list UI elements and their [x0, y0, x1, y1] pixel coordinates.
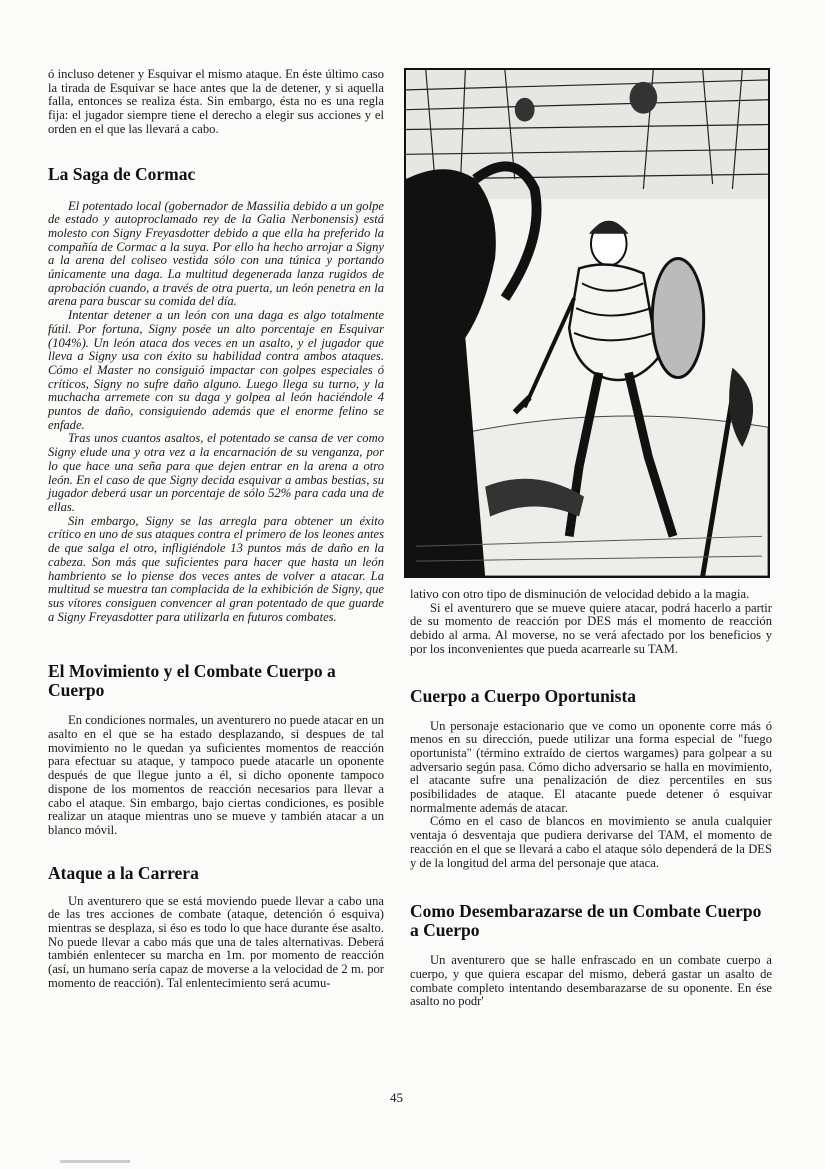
- run-attack-paragraph: Un aventurero que se está moviendo puede llevar a cabo una de las tres acciones de combate (ataque, detención ó esquiva) mientras se desplaza, si éso es todo lo que hace durante ése asalto. No puede llevar a cabo más que una de tales alternativas. Deberá también enlentecer su marcha en 1m. por momento de reacción (así, un humano sería capaz de moverse a la velocidad de 2 m. por momento de reacción). Tal enlentecimiento será acumu-: [48, 893, 384, 990]
- left-column: [48, 68, 384, 991]
- opportunist-paragraph-2: Cómo en el caso de blancos en movimiento se anula cualquier ventaja ó desventaja que pudiera derivarse del TAM, el momento de reacción en el que se llevará a cabo el ataque sólo dependerá de la DES y de la longitud del arma del personaje que ataca.: [410, 814, 772, 870]
- warrior-drawing: [406, 70, 768, 576]
- opportunist-heading: Cuerpo a Cuerpo Oportunista: [410, 685, 637, 706]
- disengage-paragraph: Un aventurero que se halle enfrascado en un combate cuerpo a cuerpo, y que quiera escapar del mismo, deberá gastar un asalto de combate completo intentando desembarazarse de su oponente. En ése asalto no podr': [410, 953, 772, 1009]
- right-column: [410, 588, 772, 1009]
- combat-illustration: [404, 68, 770, 578]
- saga-paragraph-2: Intentar detener a un león con una daga es algo totalmente fútil. Por fortuna, Signy posée un alto porcentaje en Esquivar (104%). Un león ataca dos veces en un asalto, y el jugador que lleva a Signy usa con éxito su habilidad contra ambos ataques. Cómo el Master no consiguió impactar con golpes especiales ó críticos, Signy no sufre daño alguno. Luego llega su turno, y la muchacha arremete con su daga y golpea al león haciéndole 4 puntos de daño, consiguiendo además que el enorme felino se enfade.: [48, 308, 384, 432]
- saga-paragraph-3: Tras unos cuantos asaltos, el potentado se cansa de ver como Signy elude una y otra vez a la encarnación de su venganza, por lo que hace una seña para que dejen entrar en la arena a otro león. En el caso de que Signy decida esquivar a ambas bestias, su jugador deberá usar un porcentaje de sólo 52% para cada una de ellas.: [48, 431, 384, 514]
- page-number: 45: [390, 1090, 403, 1105]
- intro-paragraph: ó incluso detener y Esquivar el mismo ataque. En éste último caso la tirada de Esquivar se hace antes que la de detener, y si aquella falla, entonces se realiza ésta. Sin embargo, ésta no es una regla fija: el jugador siempre tiene el derecho a elegir sus acciones y el orden en el que las llevará a cabo.: [48, 67, 384, 136]
- saga-paragraph-4: Sin embargo, Signy se las arregla para obtener un éxito crítico en uno de sus ataques contra el primero de los leones antes de que salga el otro, infligiéndole 13 puntos más de daño en la cabeza. Son más que suficientes para hacer que hasta un león hambriento se lo piense dos veces antes de volver a atacar. La multitud se muestra tan complacida de la exhibición de Signy, que sus vítores consiguen convencer al gran potentado de que guarde a Signy Freyasdotter para utilizarla en futuros combates.: [48, 513, 385, 624]
- movement-heading: El Movimiento y el Combate Cuerpo a Cuerpo: [48, 661, 336, 701]
- scan-edge-mark: [60, 1160, 130, 1163]
- saga-heading: La Saga de Cormac: [48, 163, 196, 184]
- run-attack-heading: Ataque a la Carrera: [48, 862, 199, 883]
- movement-paragraph: En condiciones normales, un aventurero no puede atacar en un asalto en el que se ha estado desplazando, si despues de tal movimiento no le quedan ya suficientes momentos de reacción para efectuar su ataque, y tampoco puede atacarle un oponente después de que llegue junto a él, si dicho oponente tampoco dispone de los momentos de reacción necesarios para llevar a cabo el ataque. Sin embargo, bajo ciertas condiciones, es posible realizar un ataque mientras uno se mueve y también atacar a un blanco móvil.: [48, 713, 384, 837]
- opportunist-paragraph-1: Un personaje estacionario que ve como un oponente corre más ó menos en su dirección, puede utilizar una forma especial de "fuego oportunista" (término extraído de ciertos wargames) para golpear a su adversario según pasa. Cómo dicho adversario se halla en movimiento, el atacante sufre una penalización de diez percentiles en sus posibilidades de ataque. El atacante puede detener ó esquivar normalmente además de atacar.: [410, 718, 772, 815]
- saga-paragraph-1: El potentado local (gobernador de Massilia debido a un golpe de estado y autoproclamado rey de la Galia Nerbonensis) está molesto con Signy Freyasdotter debido a que ella ha preferido la compañía de Cormac a la suya. Por ello ha hecho arrojar a Signy a la arena del coliseo vestida sólo con una túnica y portando únicamente una daga. La multitud degenerada lanza rugidos de aprobación cuando, a través de otra puerta, un león penetra en la arena para buscar su comida del día.: [48, 198, 384, 309]
- continuation-paragraph-2: Si el aventurero que se mueve quiere atacar, podrá hacerlo a partir de su momento de reacción por DES más el momento de reacción debido al arma. Al moverse, no se verá afectado por los beneficios y por los inconvenientes que pueda acarrearle su TAM.: [410, 600, 772, 656]
- disengage-heading: Como Desembarazarse de un Combate Cuerpo a Cuerpo: [410, 901, 762, 941]
- continuation-paragraph-1: lativo con otro tipo de disminución de velocidad debido a la magia.: [410, 587, 750, 601]
